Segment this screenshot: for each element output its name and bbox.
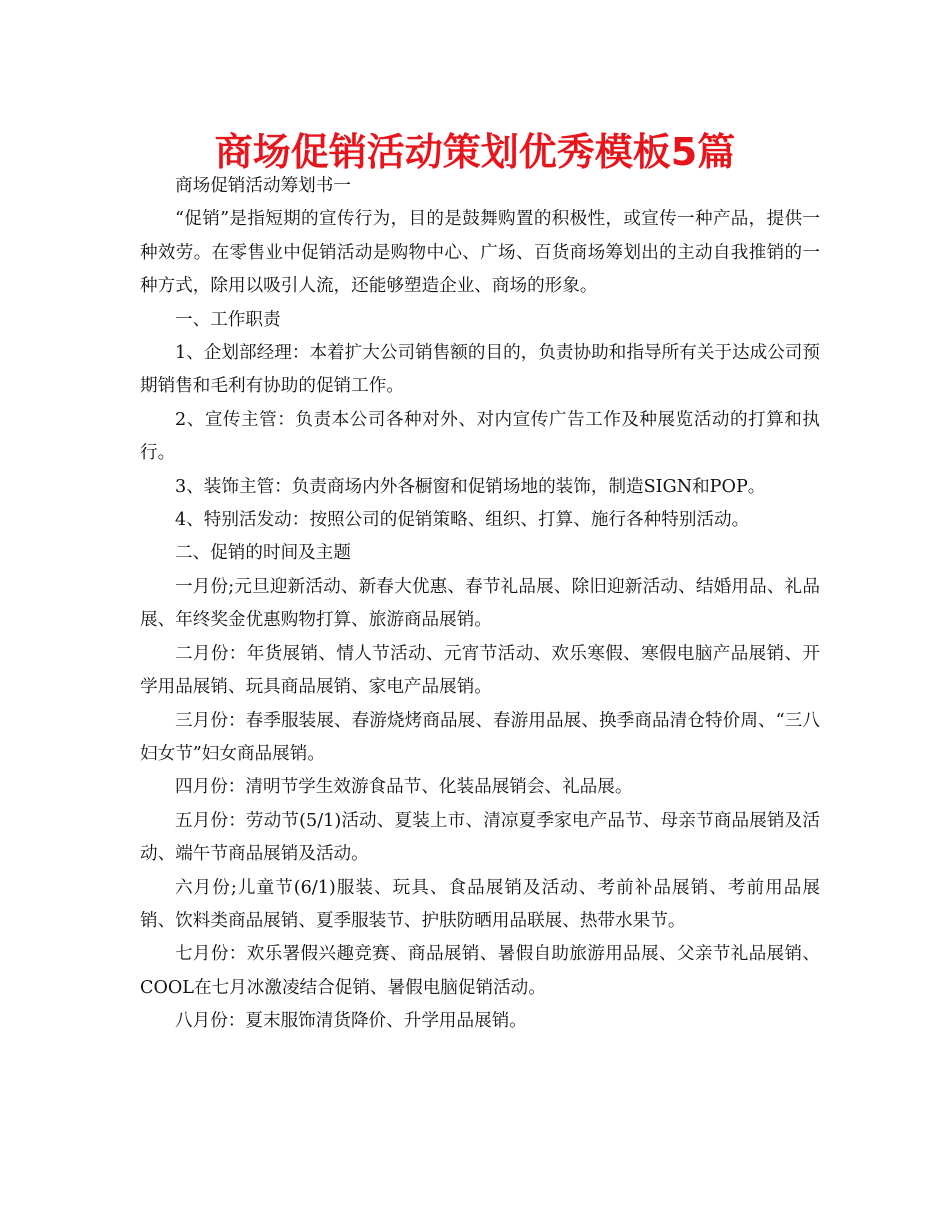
paragraph-duty-4: 4、特别活发动：按照公司的促销策略、组织、打算、施行各种特别活动。 (175, 510, 750, 531)
paragraph-month-4: 四月份：清明节学生效游食品节、化装品展销会、礼品展。 (175, 777, 633, 798)
paragraph-duty-1: 1、企划部经理：本着扩大公司销售额的目的，负责协助和指导所有关于达成公司预期销售和毛利有协助的促销工作。 (140, 343, 820, 397)
paragraph-month-1: 一月份;元旦迎新活动、新春大优惠、春节礼品展、除旧迎新活动、结婚用品、礼品展、年终奖金优惠购物打算、旅游商品展销。 (140, 576, 820, 631)
paragraph-month-5: 五月份：劳动节(5/1)活动、夏装上市、清凉夏季家电产品节、母亲节商品展销及活动、端午节商品展销及活动。 (140, 810, 820, 865)
document-title: 商场促销活动策划优秀模板5篇 (214, 130, 736, 174)
paragraph-month-2: 二月份：年货展销、情人节活动、元宵节活动、欢乐寒假、寒假电脑产品展销、开学用品展销、玩具商品展销、家电产品展销。 (140, 643, 820, 698)
paragraph-month-8: 八月份：夏末服饰清货降价、升学用品展销。 (175, 1011, 527, 1032)
document-body (140, 170, 820, 1039)
paragraph-intro: “促销”是指短期的宣传行为，目的是鼓舞购置的积极性，或宣传一种产品，提供一种效劳。在零售业中促销活动是购物中心、广场、百货商场筹划出的主动自我推销的一种方式，除用以吸引人流，还能够塑造企业、商场的形象。 (140, 209, 820, 297)
paragraph-duty-3: 3、装饰主管：负责商场内外各橱窗和促销场地的装饰，制造SIGN和POP。 (175, 476, 766, 497)
section-heading-duties: 一、工作职责 (175, 309, 281, 330)
paragraph-duty-2: 2、宣传主管：负责本公司各种对外、对内宣传广告工作及种展览活动的打算和执行。 (140, 409, 820, 464)
paragraph-month-3: 三月份：春季服装展、春游烧烤商品展、春游用品展、换季商品清仓特价周、“三八妇女节”妇女商品展销。 (140, 710, 820, 764)
paragraph-month-6: 六月份;儿童节(6/1)服装、玩具、食品展销及活动、考前补品展销、考前用品展销、饮料类商品展销、夏季服装节、护肤防晒用品联展、热带水果节。 (140, 877, 820, 931)
section-heading-schedule: 二、促销的时间及主题 (175, 543, 351, 564)
paragraph-month-7: 七月份：欢乐署假兴趣竞赛、商品展销、暑假自助旅游用品展、父亲节礼品展销、COOL在七月冰激凌结合促销、暑假电脑促销活动。 (140, 944, 820, 998)
paragraph-subtitle: 商场促销活动筹划书一 (175, 176, 351, 196)
